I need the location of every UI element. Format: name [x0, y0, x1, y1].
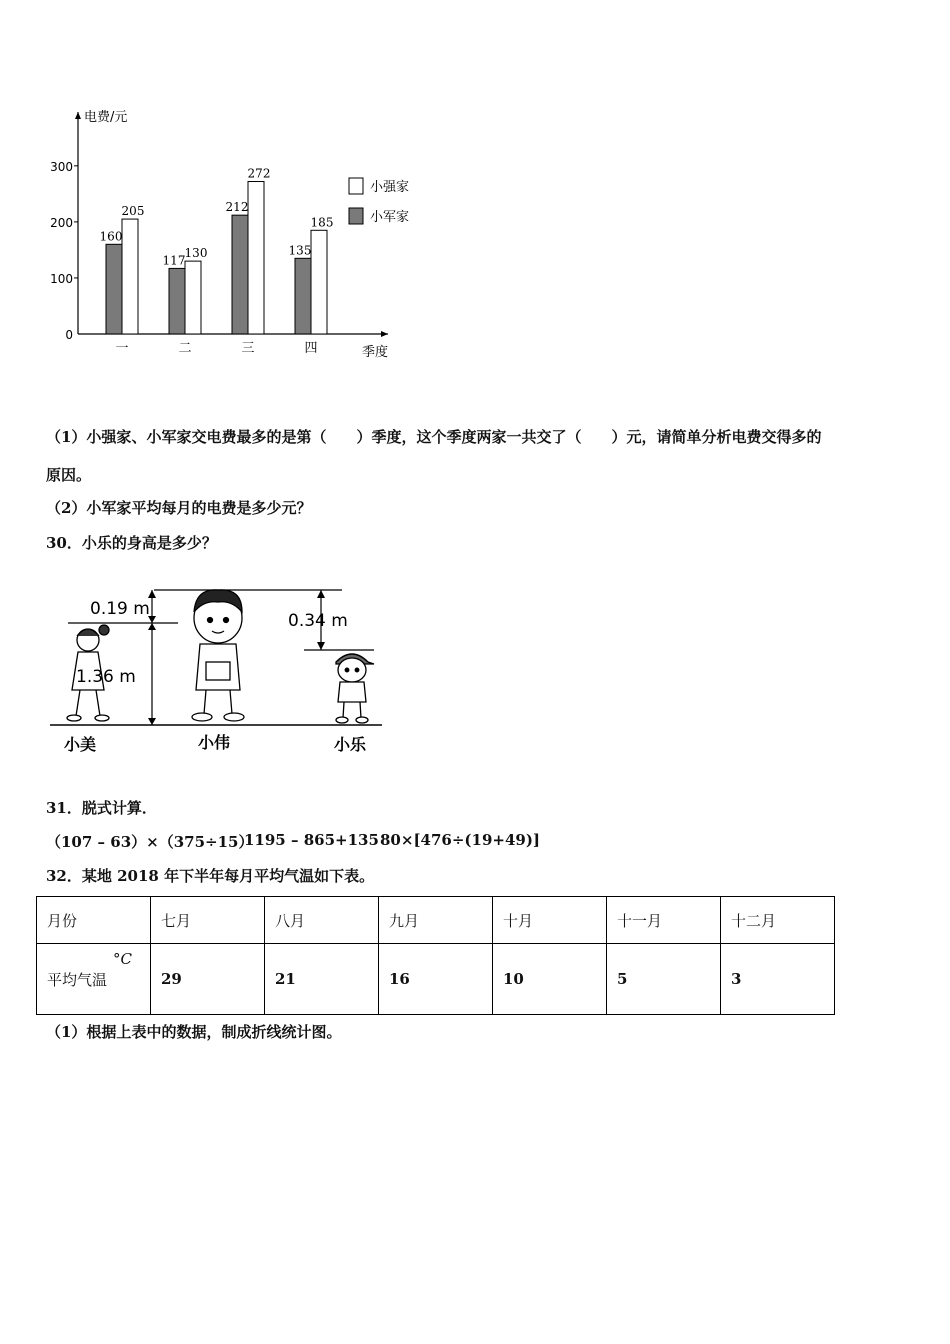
bar-label-0-0: 160: [99, 229, 123, 244]
xiaole-figure: [336, 654, 374, 723]
x-tick-label-3: 四: [304, 341, 318, 356]
table-row-label: [37, 944, 151, 1015]
y-tick-label-0: 0: [65, 328, 73, 342]
y-axis-arrow: [75, 112, 81, 119]
legend-label-1: 小强家: [370, 180, 410, 195]
bar-1-1: [185, 261, 201, 334]
q31-expr-1: （107 – 63）×（375÷15）: [46, 833, 254, 851]
q30-title: 30．小乐的身高是多少？: [46, 534, 217, 552]
xiaowei-figure: [192, 590, 244, 721]
q29-part2: （2）小军家平均每月的电费是多少元？: [46, 499, 312, 517]
x-tick-label-1: 二: [178, 341, 192, 356]
table-header-aug: 八月: [265, 897, 379, 944]
electricity-bar-chart: [40, 100, 440, 370]
y-axis-label: 电费/元: [84, 110, 128, 125]
table-header-dec: 十二月: [721, 897, 835, 944]
table-header-jul: 七月: [151, 897, 265, 944]
bar-1-2: [248, 182, 264, 334]
height-figure: [46, 578, 396, 768]
label-0-34m: 0.34 m: [288, 611, 348, 631]
avg-temp-label: 平均气温: [47, 970, 108, 989]
legend-swatch-1: [349, 178, 363, 194]
x-axis-label: 季度: [362, 345, 389, 360]
q29-part1-line1: （1）小强家、小军家交电费最多的是第（ ）季度，这个季度两家一共交了（ ）元，请简单分析电费交得多的: [46, 428, 822, 446]
table-header-month: 月份: [37, 897, 151, 944]
bar-label-0-1: 117: [162, 253, 186, 268]
table-cell-nov: 5: [607, 944, 721, 1015]
name-xiaole: 小乐: [334, 735, 367, 754]
label-0-19m: 0.19 m: [90, 599, 150, 619]
q32-title: 32．某地 2018 年下半年每月平均气温如下表。: [46, 867, 375, 885]
table-cell-jul: 29: [151, 944, 265, 1015]
table-header-sep: 九月: [379, 897, 493, 944]
bar-label-1-1: 130: [184, 246, 208, 261]
q31-expr-3: 80×[476÷(19+49)]: [380, 831, 541, 849]
q29-part1-line2: 原因。: [46, 466, 92, 484]
q31-title: 31．脱式计算．: [46, 799, 157, 817]
bar-label-0-3: 135: [288, 243, 312, 258]
bar-label-0-2: 212: [225, 200, 249, 215]
q32-part1: （1）根据上表中的数据，制成折线统计图。: [46, 1023, 342, 1041]
bar-label-1-0: 205: [121, 204, 145, 219]
table-header-nov: 十一月: [607, 897, 721, 944]
y-tick-label-2: 200: [50, 215, 73, 230]
x-tick-label-0: 一: [115, 341, 129, 356]
bar-1-3: [311, 230, 327, 334]
bar-0-1: [169, 268, 185, 334]
x-axis-arrow: [381, 331, 388, 337]
name-xiaowei: 小伟: [198, 733, 231, 752]
table-cell-oct: 10: [493, 944, 607, 1015]
legend-swatch-0: [349, 208, 363, 224]
bar-0-2: [232, 215, 248, 334]
bar-1-0: [122, 219, 138, 334]
label-1-36m: 1.36 m: [76, 667, 136, 687]
bar-0-3: [295, 258, 311, 334]
table-cell-dec: 3: [721, 944, 835, 1015]
bar-label-1-2: 272: [247, 166, 271, 181]
q31-expr-2: 1195 – 865+135: [244, 831, 379, 849]
y-tick-label-3: 300: [50, 159, 73, 174]
name-xiaomei: 小美: [64, 735, 97, 754]
celsius-unit: °C: [113, 950, 132, 968]
bar-label-1-3: 185: [310, 215, 334, 230]
temperature-table: [36, 896, 835, 1015]
bar-0-0: [106, 244, 122, 334]
table-header-oct: 十月: [493, 897, 607, 944]
table-cell-sep: 16: [379, 944, 493, 1015]
legend-label-0: 小军家: [370, 210, 410, 225]
y-tick-label-1: 100: [50, 271, 73, 286]
x-tick-label-2: 三: [241, 341, 255, 356]
table-cell-aug: 21: [265, 944, 379, 1015]
